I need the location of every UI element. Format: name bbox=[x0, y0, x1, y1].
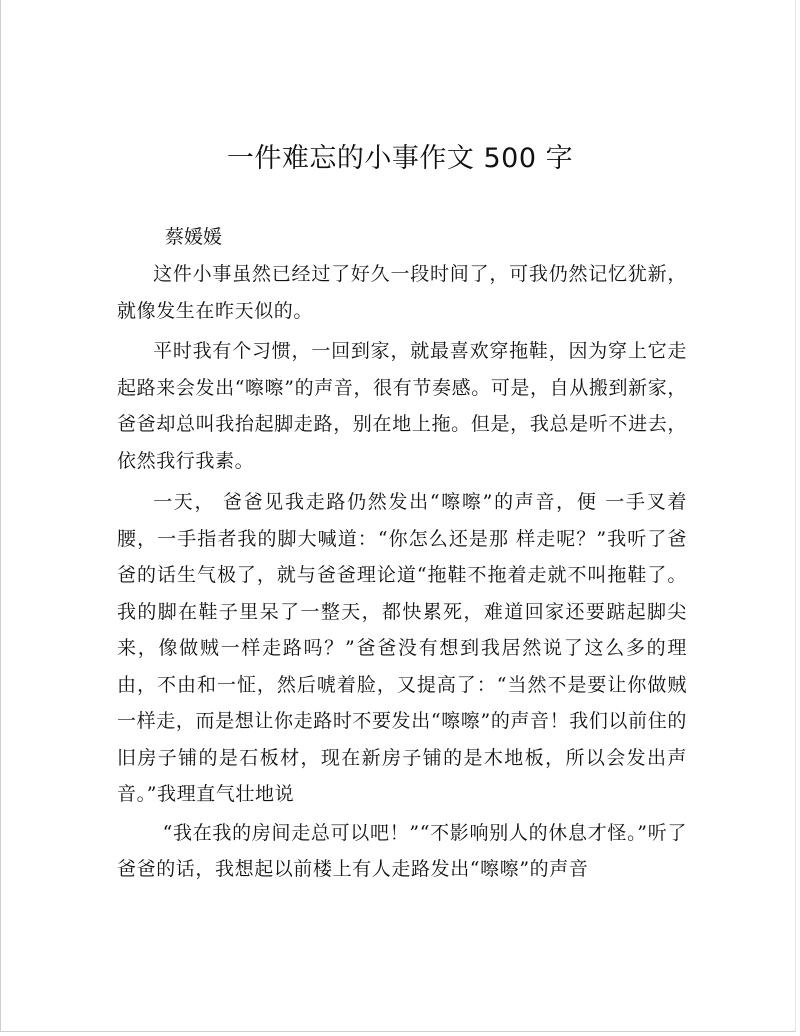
paragraph: “我在我的房间走总可以吧！”“不影响别人的休息才怪。”听了爸爸的话，我想起以前楼上有人走路发出“嚓嚓”的声音 bbox=[117, 821, 687, 880]
document-body bbox=[117, 256, 687, 888]
document-title: 一件难忘的小事作文 500 字 bbox=[226, 143, 574, 174]
paragraph: 这件小事虽然已经过了好久一段时间了，可我仍然记忆犹新，就像发生在昨天似的。 bbox=[117, 263, 687, 322]
paragraph: 一天， 爸爸见我走路仍然发出“嚓嚓”的声音，便 一手叉着腰，一手指者我的脚大喊道：“你怎么还是那 样走呢？”我听了爸爸的话生气极了，就与爸爸理论道“拖鞋不拖着走就不叫拖鞋了。我的脚在鞋子里呆了一整天，都快累死，难道回家还要踮起脚尖来，像做贼一样走路吗？”爸爸没有想到我居然说了这么多的理由，不由和一怔，然后唬着脸，又提高了：“当然不是要让你做贼一样走，而是想让你走路时不要发出“嚓嚓”的声音！我们以前住的旧房子铺的是石板材，现在新房子铺的是木地板，所以会发出声音。”我理直气壮地说 bbox=[117, 491, 687, 805]
author-name: 蔡媛媛 bbox=[165, 226, 223, 248]
paragraph: 平时我有个习惯，一回到家，就最喜欢穿拖鞋，因为穿上它走起路来会发出“嚓嚓”的声音，很有节奏感。可是，自从搬到新家，爸爸却总叫我抬起脚走路，别在地上拖。但是，我总是听不进去，依然我行我素。 bbox=[117, 340, 687, 472]
